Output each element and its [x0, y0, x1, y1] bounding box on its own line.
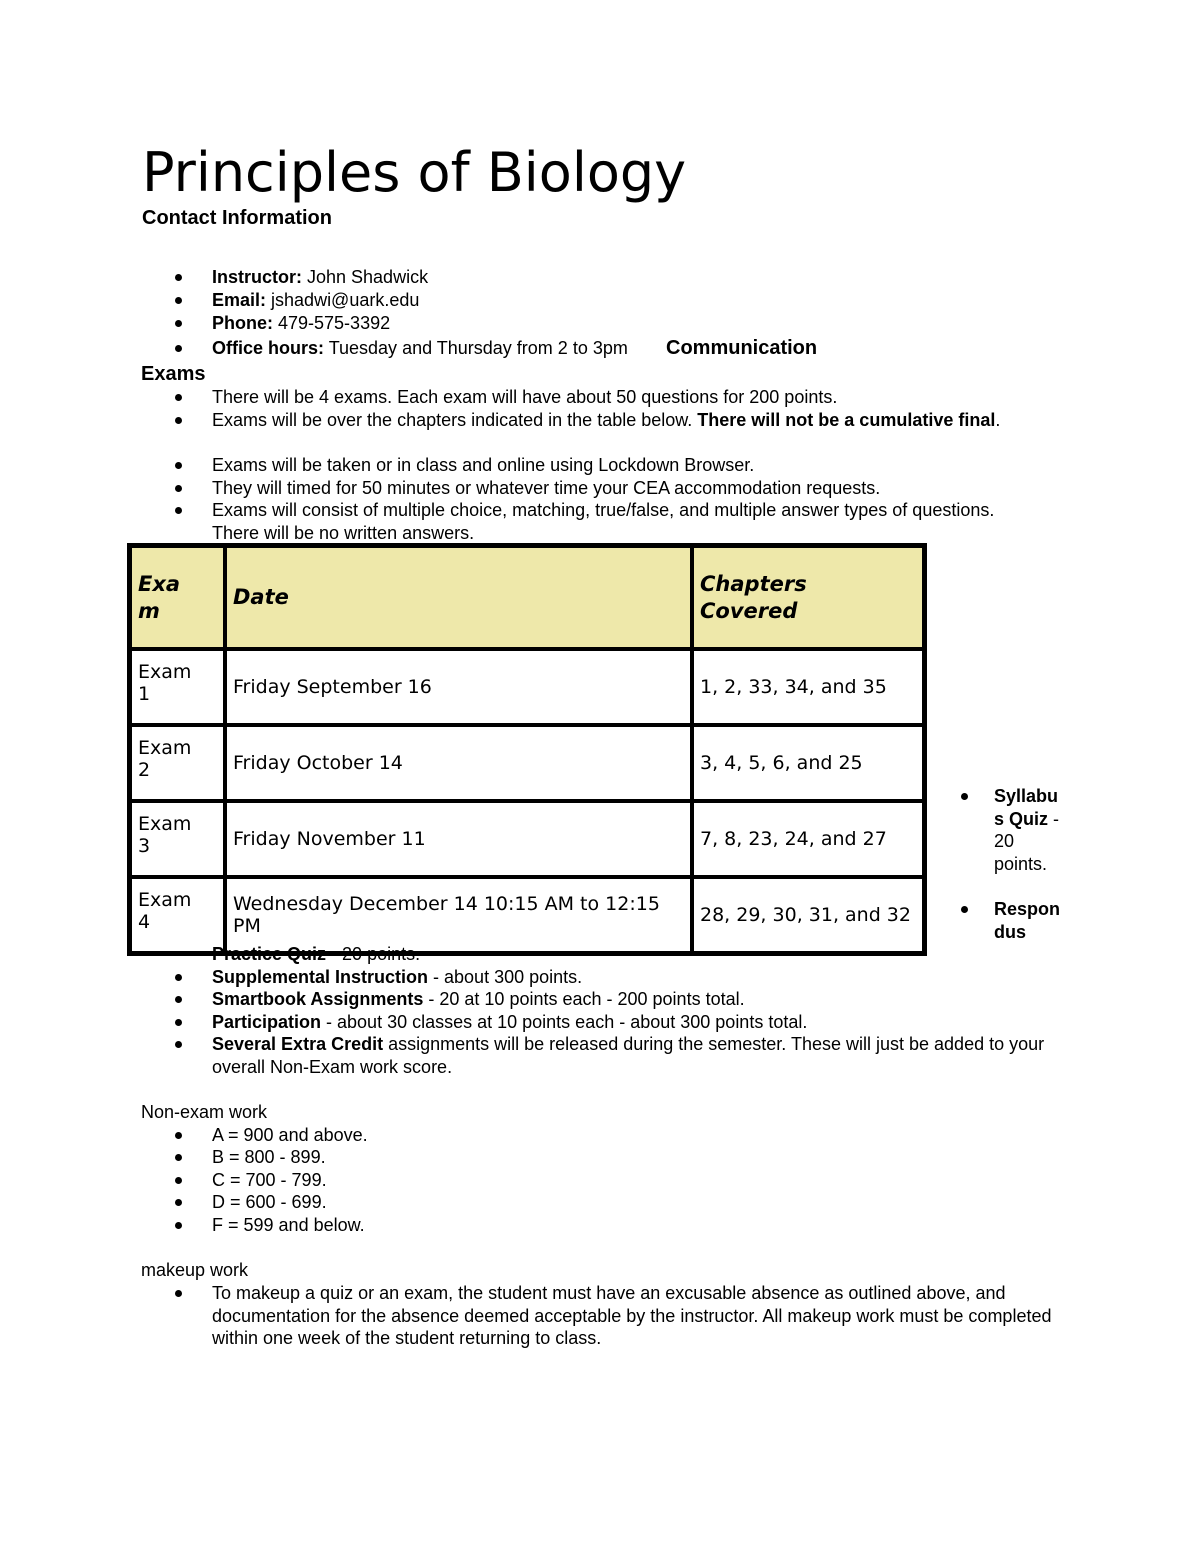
- exam-info-end: .: [995, 410, 1001, 430]
- cell-chapters: 3, 4, 5, 6, and 25: [692, 725, 924, 801]
- exam-schedule-table: [127, 543, 927, 956]
- exam-info-item: There will be 4 exams. Each exam will have about 50 questions for 200 points.: [212, 387, 838, 407]
- column-header-exam: [130, 546, 225, 649]
- column-header-chapters: [692, 546, 924, 649]
- exam-info-item: Exams will be taken or in class and online using Lockdown Browser.: [212, 455, 755, 475]
- contact-label: Phone:: [212, 313, 273, 333]
- grade-item: F = 599 and below.: [212, 1215, 365, 1235]
- cell-text: Exam 1: [138, 661, 192, 705]
- side-item-respondus: [994, 898, 1064, 943]
- side-value: - 20 points.: [994, 808, 1060, 874]
- side-label: Respondus: [994, 899, 1061, 942]
- grading-item: [212, 1033, 1062, 1078]
- page-title: Principles of Biology: [142, 141, 687, 204]
- cell-exam: [130, 877, 225, 953]
- grading-value: - about 300 points.: [428, 967, 583, 987]
- makeup-heading: makeup work: [141, 1260, 249, 1280]
- cell-date: Friday November 11: [225, 801, 692, 877]
- cell-date: Wednesday December 14 10:15 AM to 12:15 PM: [225, 877, 692, 953]
- grading-label: Participation: [212, 1012, 322, 1032]
- exam-info-item: [212, 409, 1052, 432]
- contact-item-email: [212, 289, 419, 312]
- makeup-item: To makeup a quiz or an exam, the student must have an excusable absence as outlined above, and documentation for the absence deemed acceptable by the instructor. All makeup work must be completed within one week of the student returning to class.: [212, 1282, 1057, 1350]
- contact-item-phone: [212, 312, 390, 335]
- side-item-syllabus-quiz: [994, 785, 1064, 875]
- contact-label: Email:: [212, 290, 267, 310]
- cell-date: Friday September 16: [225, 649, 692, 725]
- grading-value: - about 30 classes at 10 points each - about 300 points total.: [321, 1012, 808, 1032]
- grade-item: C = 700 - 799.: [212, 1170, 327, 1190]
- cell-text: Exam 2: [138, 737, 192, 781]
- header-text: Chapters Covered: [700, 571, 807, 623]
- table-row: [130, 725, 924, 801]
- grading-item: [212, 943, 420, 966]
- cell-date: Friday October 14: [225, 725, 692, 801]
- cumulative-final-note: There will not be a cumulative final: [697, 410, 996, 430]
- exam-info-item: Exams will consist of multiple choice, matching, true/false, and multiple answer types of questions. There will be no written answers.: [212, 499, 1012, 544]
- grading-value: assignments will be released during the semester. These will just be added to your overall Non-Exam work score.: [212, 1034, 1045, 1077]
- table-row: [130, 801, 924, 877]
- cell-text: Exam 4: [138, 889, 192, 933]
- side-label: Syllabus Quiz: [994, 786, 1059, 829]
- grading-item: [212, 1011, 807, 1034]
- grade-item: B = 800 - 899.: [212, 1147, 326, 1167]
- cell-exam: [130, 649, 225, 725]
- table-row: [130, 877, 924, 953]
- grading-item: [212, 988, 745, 1011]
- column-header-date: Date: [225, 546, 692, 649]
- contact-value: John Shadwick: [302, 267, 429, 287]
- grading-value: - 20 at 10 points each - 200 points total.: [423, 989, 745, 1009]
- table-row: [130, 649, 924, 725]
- contact-label: Office hours:: [212, 338, 325, 358]
- grade-item: A = 900 and above.: [212, 1125, 368, 1145]
- contact-label: Instructor:: [212, 267, 302, 287]
- communication-heading: Communication: [666, 337, 818, 359]
- cell-chapters: 1, 2, 33, 34, and 35: [692, 649, 924, 725]
- grading-item: [212, 966, 582, 989]
- contact-item-instructor: [212, 266, 428, 289]
- grading-label: Practice Quiz: [212, 944, 327, 964]
- cell-chapters: 28, 29, 30, 31, and 32: [692, 877, 924, 953]
- header-text: Exam: [138, 571, 181, 623]
- cell-exam: [130, 725, 225, 801]
- grading-label: Smartbook Assignments: [212, 989, 424, 1009]
- cell-text: Exam 3: [138, 813, 192, 857]
- contact-value: Tuesday and Thursday from 2 to 3pm: [324, 338, 628, 358]
- cell-exam: [130, 801, 225, 877]
- exams-heading: Exams: [141, 363, 206, 385]
- table-header-row: [130, 546, 924, 649]
- contact-heading: Contact Information: [142, 207, 332, 229]
- grading-value: - 20 points.: [326, 944, 421, 964]
- exam-info-item: They will timed for 50 minutes or whatever time your CEA accommodation requests.: [212, 478, 881, 498]
- cell-chapters: 7, 8, 23, 24, and 27: [692, 801, 924, 877]
- contact-value: jshadwi@uark.edu: [266, 290, 420, 310]
- grading-label: Several Extra Credit: [212, 1034, 384, 1054]
- non-exam-heading: Non-exam work: [141, 1102, 268, 1122]
- grade-item: D = 600 - 699.: [212, 1192, 327, 1212]
- grading-label: Supplemental Instruction: [212, 967, 429, 987]
- contact-value: 479-575-3392: [273, 313, 391, 333]
- contact-item-office-hours: [212, 337, 628, 360]
- exam-info-text: Exams will be over the chapters indicated in the table below.: [212, 410, 698, 430]
